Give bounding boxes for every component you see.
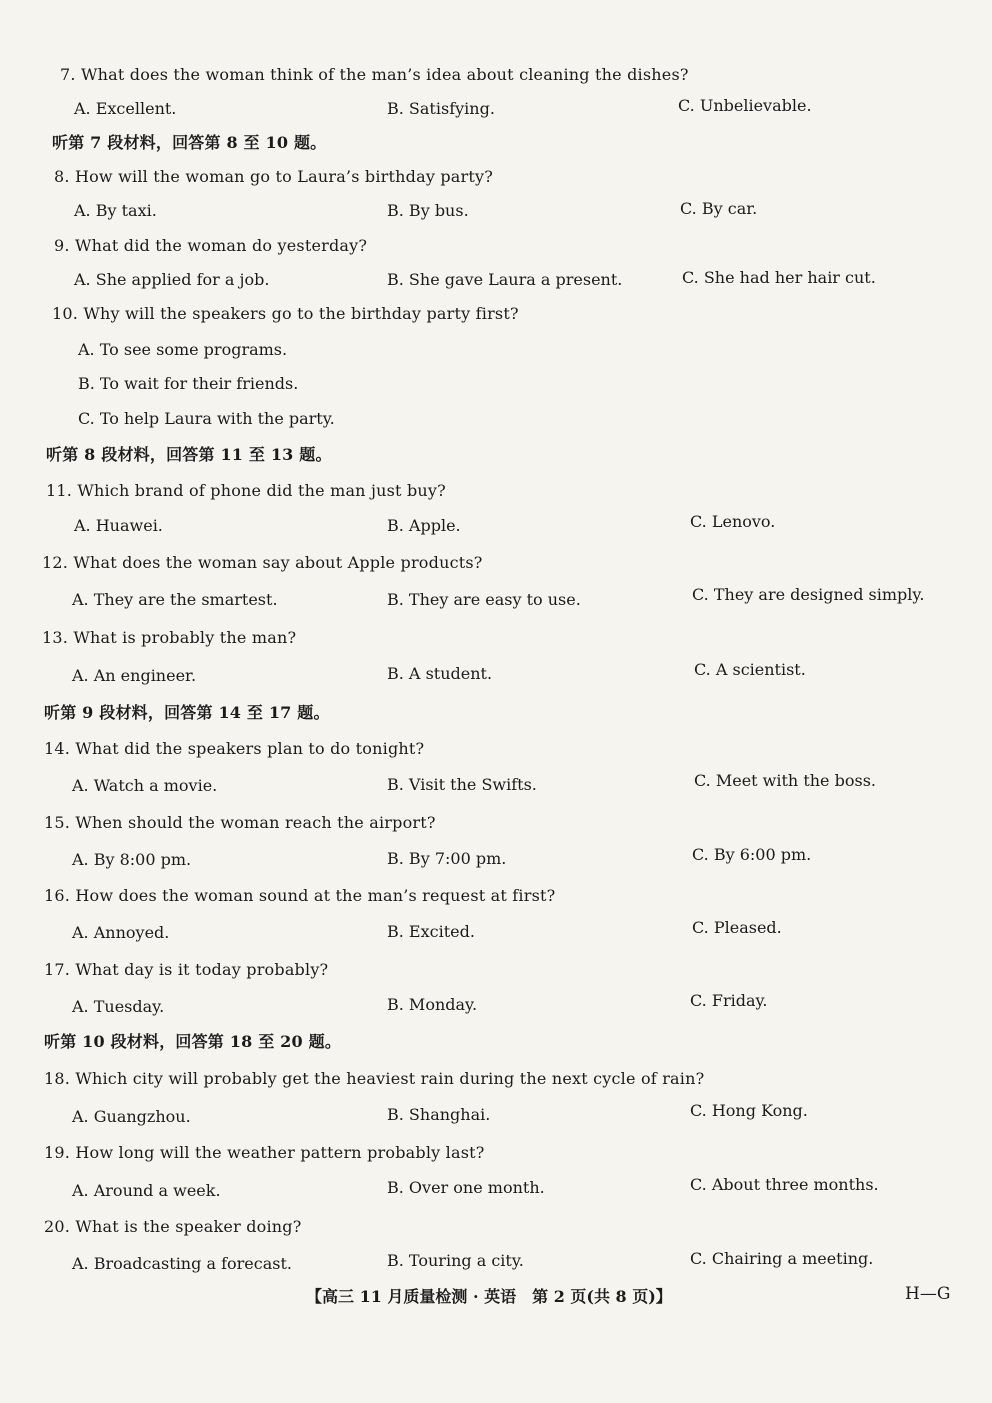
option-9a: A. She applied for a job.	[74, 270, 270, 289]
question-11: 11. Which brand of phone did the man just buy?	[46, 481, 446, 500]
option-7b: B. Satisfying.	[387, 99, 495, 118]
option-18b: B. Shanghai.	[387, 1105, 491, 1124]
option-10a: A. To see some programs.	[78, 340, 288, 359]
option-18c: C. Hong Kong.	[690, 1101, 808, 1120]
section-header-9: 听第 9 段材料，回答第 14 至 17 题。	[44, 703, 330, 722]
question-8: 8. How will the woman go to Laura’s birthday party?	[54, 167, 494, 186]
question-10: 10. Why will the speakers go to the birthday party first?	[52, 304, 519, 323]
question-16: 16. How does the woman sound at the man’s request at first?	[44, 886, 556, 905]
question-15: 15. When should the woman reach the airport?	[44, 813, 436, 832]
option-17a: A. Tuesday.	[72, 997, 165, 1016]
option-9c: C. She had her hair cut.	[682, 268, 876, 287]
option-8b: B. By bus.	[387, 201, 469, 220]
option-15c: C. By 6:00 pm.	[692, 845, 812, 864]
option-14b: B. Visit the Swifts.	[387, 775, 537, 794]
question-12: 12. What does the woman say about Apple products?	[42, 553, 483, 572]
question-20: 20. What is the speaker doing?	[44, 1217, 302, 1236]
question-17: 17. What day is it today probably?	[44, 960, 329, 979]
option-11c: C. Lenovo.	[690, 512, 776, 531]
option-13c: C. A scientist.	[694, 660, 806, 679]
option-14c: C. Meet with the boss.	[694, 771, 876, 790]
page-footer: 【高三 11 月质量检测 · 英语 第 2 页(共 8 页)】	[306, 1287, 672, 1306]
section-header-8: 听第 8 段材料，回答第 11 至 13 题。	[46, 445, 332, 464]
option-11a: A. Huawei.	[74, 516, 163, 535]
option-20b: B. Touring a city.	[387, 1251, 524, 1270]
option-20a: A. Broadcasting a forecast.	[72, 1254, 292, 1273]
paper-code: H—G	[905, 1284, 951, 1304]
option-8c: C. By car.	[680, 199, 758, 218]
question-9: 9. What did the woman do yesterday?	[54, 236, 368, 255]
question-14: 14. What did the speakers plan to do tonight?	[44, 739, 425, 758]
option-12a: A. They are the smartest.	[72, 590, 278, 609]
section-header-7: 听第 7 段材料，回答第 8 至 10 题。	[52, 133, 327, 152]
option-13b: B. A student.	[387, 664, 493, 683]
option-16b: B. Excited.	[387, 922, 475, 941]
option-20c: C. Chairing a meeting.	[690, 1249, 874, 1268]
question-7: 7. What does the woman think of the man’s idea about cleaning the dishes?	[60, 65, 689, 84]
option-10b: B. To wait for their friends.	[78, 374, 299, 393]
option-10c: C. To help Laura with the party.	[78, 409, 335, 428]
option-12b: B. They are easy to use.	[387, 590, 581, 609]
option-8a: A. By taxi.	[74, 201, 157, 220]
question-13: 13. What is probably the man?	[42, 628, 297, 647]
option-7a: A. Excellent.	[74, 99, 177, 118]
option-16a: A. Annoyed.	[72, 923, 170, 942]
option-15a: A. By 8:00 pm.	[72, 850, 192, 869]
option-14a: A. Watch a movie.	[72, 776, 218, 795]
section-header-10: 听第 10 段材料，回答第 18 至 20 题。	[44, 1032, 342, 1051]
option-16c: C. Pleased.	[692, 918, 782, 937]
option-15b: B. By 7:00 pm.	[387, 849, 507, 868]
option-13a: A. An engineer.	[72, 666, 197, 685]
question-18: 18. Which city will probably get the heaviest rain during the next cycle of rain?	[44, 1069, 705, 1088]
question-19: 19. How long will the weather pattern probably last?	[44, 1143, 485, 1162]
option-18a: A. Guangzhou.	[72, 1107, 191, 1126]
option-19b: B. Over one month.	[387, 1178, 545, 1197]
option-12c: C. They are designed simply.	[692, 585, 925, 604]
option-11b: B. Apple.	[387, 516, 461, 535]
option-19c: C. About three months.	[690, 1175, 879, 1194]
option-17b: B. Monday.	[387, 995, 478, 1014]
option-17c: C. Friday.	[690, 991, 768, 1010]
option-19a: A. Around a week.	[72, 1181, 221, 1200]
option-7c: C. Unbelievable.	[678, 96, 812, 115]
option-9b: B. She gave Laura a present.	[387, 270, 623, 289]
